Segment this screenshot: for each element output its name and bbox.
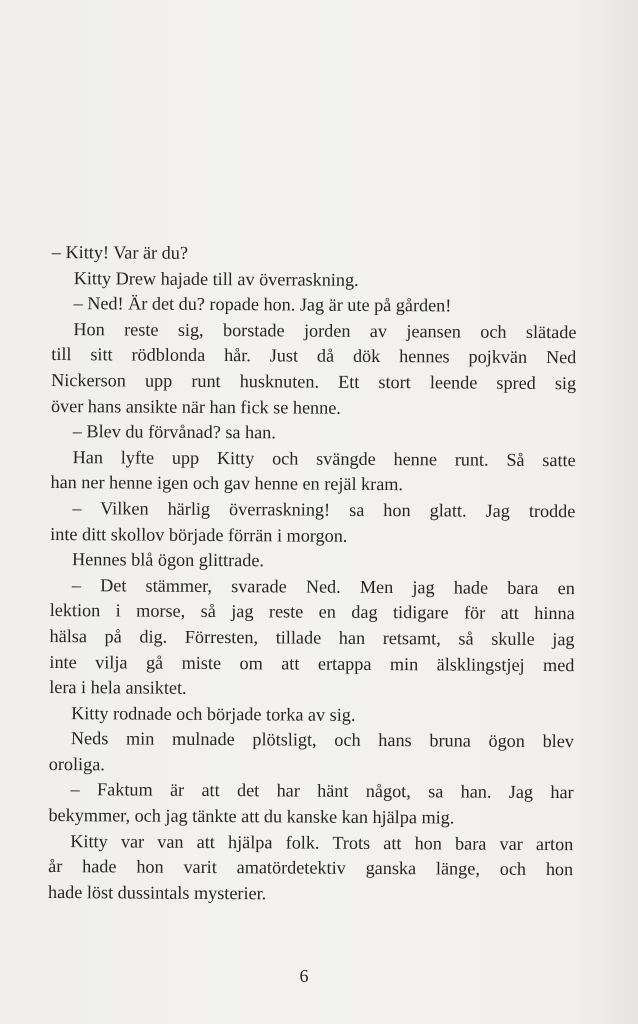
text-line: över hans ansikte när han fick se henne.	[50, 395, 341, 418]
text-line: inte vilja gå miste om att ertappa min älsklingstjej med	[49, 651, 575, 675]
text-line: Hennes blå ögon glittrade.	[71, 549, 265, 571]
body-text	[48, 240, 577, 909]
text-line: Kitty rodnade och började torka av sig.	[71, 702, 356, 725]
text-line: hade löst dussintals mysterier.	[47, 881, 267, 904]
page-number: 6	[299, 966, 309, 986]
text-line: – Vilken härlig överraskning! sa hon glatt. Jag trodde	[72, 498, 576, 522]
text-line: hälsa på dig. Förresten, tillade han retsamt, så skulle jag	[49, 625, 575, 650]
text-line: bekymmer, och jag tänkte att du kanske kan hjälpa mig.	[48, 805, 455, 828]
text-line: Han lyfte upp Kitty och svängde henne runt. Så satte	[72, 446, 576, 470]
text-line: Kitty Drew hajade till av överraskning.	[73, 267, 359, 290]
text-line: – Faktum är att det har hänt något, sa han. Jag har	[70, 779, 574, 803]
text-line: – Kitty! Var är du?	[51, 241, 189, 263]
text-line: – Blev du förvånad? sa han.	[72, 421, 276, 443]
text-line: år hade hon varit amatördetektiv ganska länge, och hon	[48, 856, 574, 880]
text-line: Neds min mulnade plötsligt, och hans bruna ögon blev	[70, 728, 575, 752]
text-line: – Ned! Är det du? ropade hon. Jag är ute på gården!	[73, 293, 452, 316]
text-line: Nickerson upp runt husknuten. Ett stort leende spred sig	[51, 369, 577, 394]
text-line: oroliga.	[48, 753, 105, 775]
text-line: Kitty var van att hjälpa folk. Trots att hon bara var arton	[70, 830, 574, 854]
text-line: Hon reste sig, borstade jorden av jeansen och slätade	[73, 318, 577, 342]
text-line: lera i hela ansiktet.	[49, 677, 187, 698]
text-line: till sitt rödblonda hår. Just då dök hennes pojkvän Ned	[51, 344, 577, 368]
text-line: lektion i morse, så jag reste en dag tidigare för att hinna	[49, 600, 575, 624]
text-line: han ner henne igen och gav henne en rejäl kram.	[50, 472, 404, 495]
text-line: – Det stämmer, svarade Ned. Men jag hade bara en	[71, 574, 575, 598]
text-line: inte ditt skollov började förrän i morgon.	[50, 523, 348, 546]
